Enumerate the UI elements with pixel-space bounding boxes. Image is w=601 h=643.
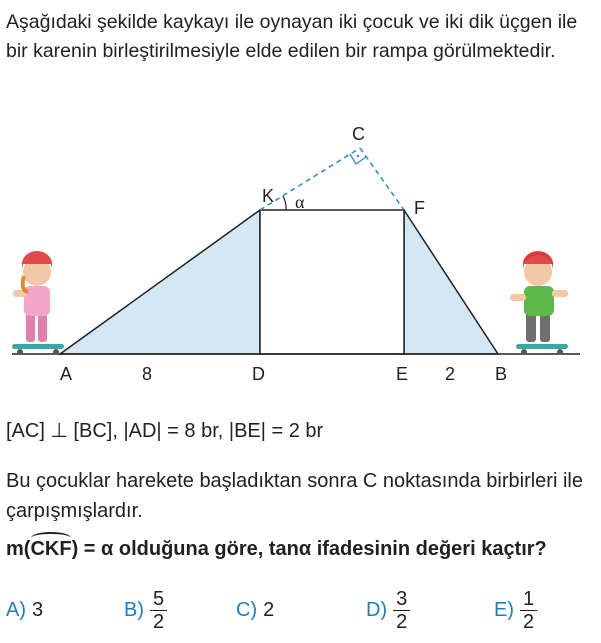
denominator: 2 (153, 610, 165, 633)
label-a: A (60, 364, 73, 384)
label-e: E (396, 364, 409, 384)
choice-e[interactable] (494, 582, 537, 638)
label-eb-length: 2 (445, 364, 456, 384)
left-child-skateboarder-illustration (12, 251, 64, 355)
label-c: C (352, 124, 365, 144)
label-b: B (495, 364, 508, 384)
answer-choices (0, 582, 601, 638)
choice-d[interactable] (366, 582, 410, 638)
denominator: 2 (396, 610, 408, 633)
choice-letter: E) (494, 598, 514, 621)
problem-story: Bu çocuklar harekete başladıktan sonra C noktasında birbirleri ile çarpışmışlardır. (6, 470, 583, 522)
question-prefix: m( (6, 538, 31, 560)
alpha-arc (283, 196, 286, 210)
numerator: 3 (393, 588, 410, 611)
dashed-kc (260, 148, 360, 210)
label-ad-length: 8 (142, 364, 153, 384)
square-kdef (260, 210, 404, 354)
choice-a[interactable] (6, 582, 43, 638)
right-triangle (404, 210, 498, 354)
question-rest: ) = α olduğuna göre, tanα ifadesinin değeri kaçtır? (71, 538, 547, 560)
left-triangle (60, 210, 260, 354)
fraction (393, 588, 410, 633)
choice-letter: A) (6, 598, 26, 621)
numerator: 5 (150, 588, 167, 611)
fraction (520, 588, 537, 633)
choice-letter: C) (236, 598, 258, 621)
choice-value: 3 (32, 598, 44, 621)
dashed-cf (360, 148, 404, 210)
problem-intro: Aşağıdaki şekilde kaykayı ile oynayan iki çocuk ve iki dik üçgen ile bir karenin birleştirilmesiyle elde edilen bir rampa görülmektedir. (6, 11, 578, 62)
question-text (6, 538, 547, 561)
label-f: F (414, 198, 425, 218)
right-angle-dot (357, 155, 359, 157)
label-k: K (262, 186, 275, 206)
choice-value: 2 (263, 598, 275, 621)
choice-c[interactable] (236, 582, 274, 638)
numerator: 1 (520, 588, 537, 611)
angle-ckf: CKF (30, 538, 72, 560)
right-child-skateboarder-illustration (510, 251, 568, 355)
label-d: D (252, 364, 265, 384)
label-alpha: α (295, 192, 305, 212)
given-conditions: [AC] ⊥ [BC], |AD| = 8 br, |BE| = 2 br (6, 420, 324, 442)
denominator: 2 (523, 610, 535, 633)
fraction (150, 588, 167, 633)
ramp-figure (0, 110, 601, 385)
choice-letter: D) (366, 598, 388, 621)
choice-b[interactable] (124, 582, 167, 638)
choice-letter: B) (124, 598, 144, 621)
